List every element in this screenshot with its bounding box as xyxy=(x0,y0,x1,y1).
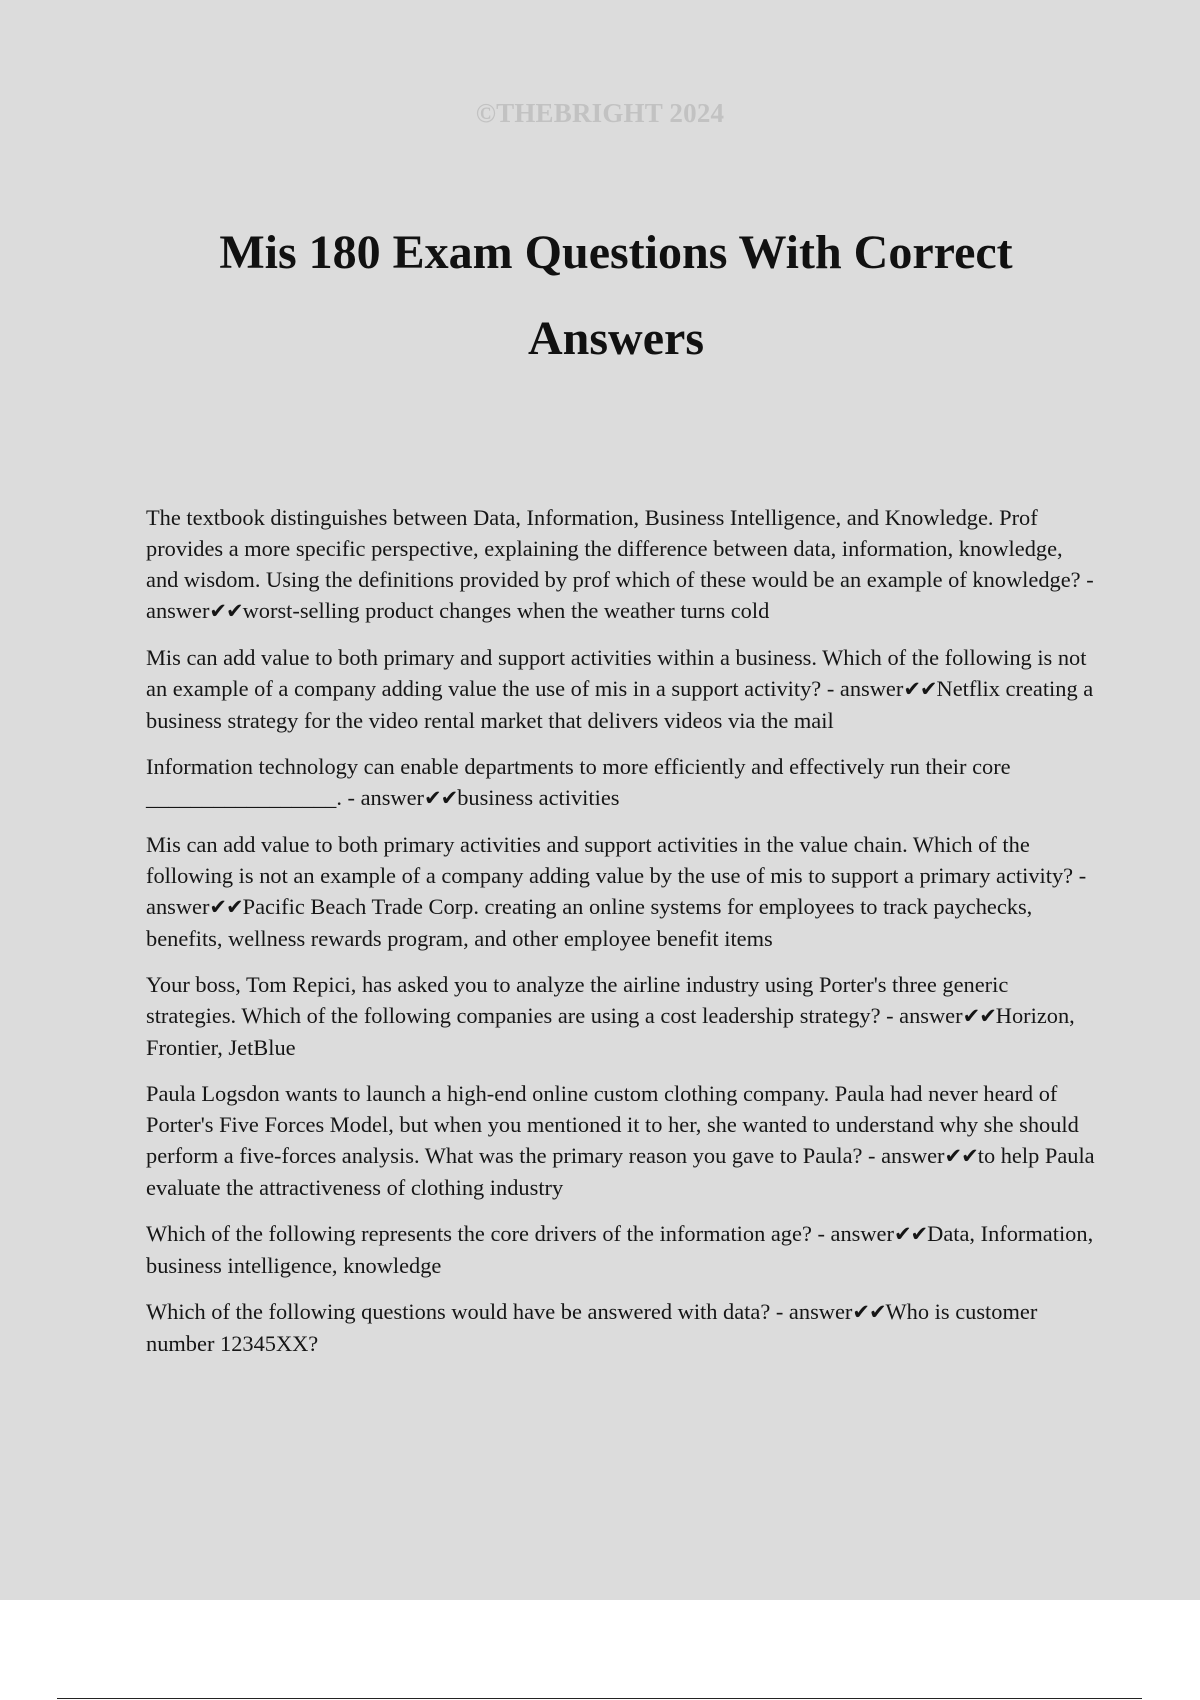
qa-item xyxy=(146,1078,1098,1203)
qa-item xyxy=(146,642,1098,736)
check-icon: ✔✔ xyxy=(903,677,937,701)
question-text: Which of the following represents the core drivers of the information age? - answer xyxy=(146,1221,894,1246)
check-icon: ✔✔ xyxy=(852,1300,886,1324)
answer-text: worst-selling product changes when the weather turns cold xyxy=(242,598,770,623)
question-text: Which of the following questions would have be answered with data? - answer xyxy=(146,1299,853,1324)
qa-item xyxy=(146,502,1098,627)
qa-item xyxy=(146,829,1098,954)
answer-text: Horizon, Frontier, JetBlue xyxy=(146,1003,1075,1060)
answer-text: business activities xyxy=(457,785,620,810)
check-icon: ✔✔ xyxy=(423,786,458,810)
document-title: Mis 180 Exam Questions With Correct Answers xyxy=(219,226,1013,365)
check-icon: ✔✔ xyxy=(893,1222,928,1246)
answer-text: Who is customer number 12345XX? xyxy=(146,1299,1038,1356)
answer-text: Data, Information, business intelligence, knowledge xyxy=(146,1221,1094,1278)
check-icon: ✔✔ xyxy=(209,895,243,919)
qa-item xyxy=(146,1296,1098,1359)
qa-item xyxy=(146,969,1098,1063)
question-text: Paula Logsdon wants to launch a high-end online custom clothing company. Paula had never heard of Porter's Five Forces Model, but when you mentioned it to her, she wanted to understand why she should perform a five-forces analysis. What was the primary reason you gave to Paula? - answer xyxy=(146,1081,1079,1168)
question-text: Mis can add value to both primary activities and support activities in the value chain. Which of the following is not an example of a company adding value by the use of mis to support a primary activity? - answer xyxy=(146,832,1087,919)
question-text: Mis can add value to both primary and support activities within a business. Which of the following is not an example of a company adding value the use of mis in a support activity? - answer xyxy=(146,645,1087,701)
copyright-watermark: ©THEBRIGHT 2024 xyxy=(475,98,725,128)
question-text: Your boss, Tom Repici, has asked you to analyze the airline industry using Porter's three generic strategies. Which of the following companies are using a cost leadership strategy? - answer xyxy=(146,972,1009,1028)
check-icon: ✔✔ xyxy=(962,1004,996,1028)
check-icon: ✔✔ xyxy=(944,1144,978,1168)
qa-list xyxy=(146,502,1098,1374)
answer-text: to help Paula evaluate the attractiveness of clothing industry xyxy=(146,1143,1095,1200)
check-icon: ✔✔ xyxy=(209,599,243,623)
question-text: Information technology can enable departments to more efficiently and effectively run their core _________________. - answer xyxy=(146,754,1011,810)
qa-item xyxy=(146,751,1098,814)
footer-divider xyxy=(57,1698,1142,1699)
answer-text: Pacific Beach Trade Corp. creating an online systems for employees to track paychecks, benefits, wellness rewards program, and other employee benefit items xyxy=(146,894,1033,951)
qa-item xyxy=(146,1218,1098,1281)
question-text: The textbook distinguishes between Data, Information, Business Intelligence, and Knowledge. Prof provides a more specific perspective, explaining the difference between data, information, knowledge, and wisdom. Using the definitions provided by prof which of these would be an example of knowledge? - answer xyxy=(146,505,1094,623)
answer-text: Netflix creating a business strategy for the video rental market that delivers videos via the mail xyxy=(146,676,1094,733)
